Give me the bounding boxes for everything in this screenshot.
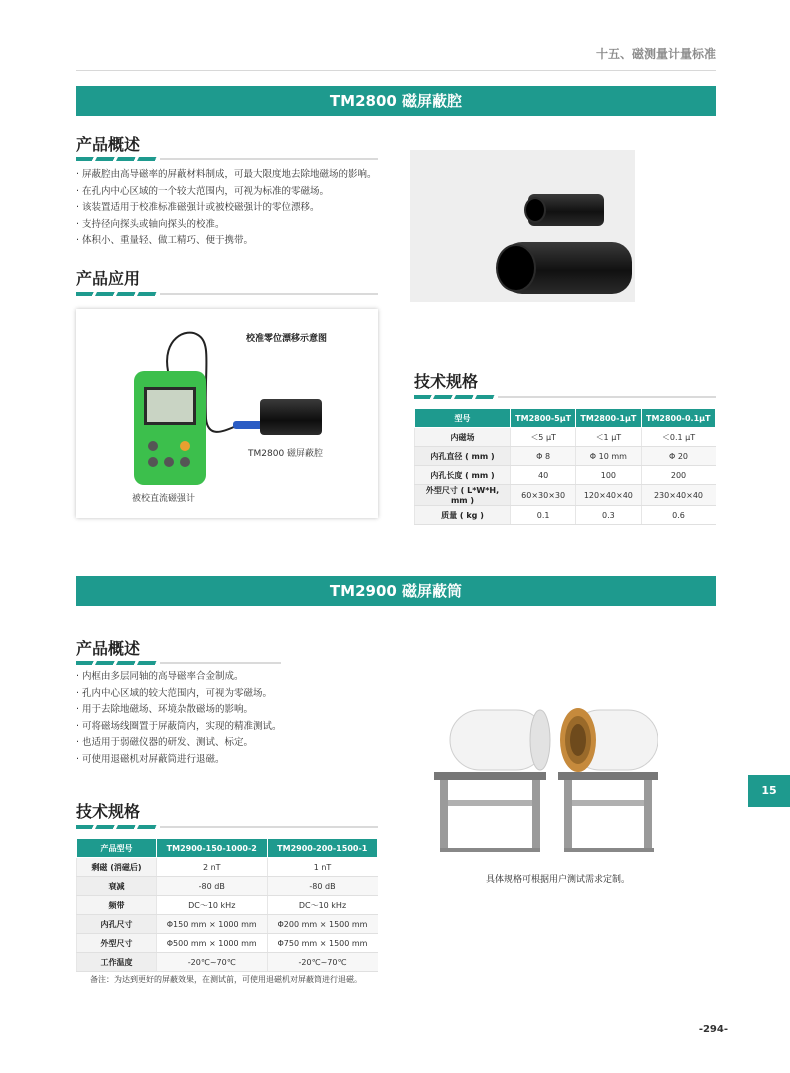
table-cell: Φ750 mm × 1500 mm xyxy=(267,934,378,953)
table-header: TM2800-0.1μT xyxy=(641,409,716,428)
overview-item: · 孔内中心区域的较大范围内，可视为零磁场。 xyxy=(76,687,273,699)
overview-item: · 该装置适用于校准标准磁强计或被校磁强计的零位漂移。 xyxy=(76,202,320,213)
table-cell: Φ500 mm × 1000 mm xyxy=(157,934,268,953)
image-caption: 具体规格可根据用户测试需求定制。 xyxy=(486,875,631,885)
table-cell: 0.3 xyxy=(576,506,641,525)
overview-item: · 用于去除地磁场、环境杂散磁场的影响。 xyxy=(76,704,254,715)
table-header: 型号 xyxy=(415,409,511,428)
diagram-title: 校准零位漂移示意图 xyxy=(246,334,328,344)
table-header: TM2900-200-1500-1 xyxy=(267,839,378,858)
overview-item: · 体积小、重量轻、做工精巧、便于携带。 xyxy=(76,235,254,246)
section-rule xyxy=(414,394,716,400)
zero-drift-diagram xyxy=(76,309,378,518)
section-rule xyxy=(76,156,378,162)
cable-icon xyxy=(76,309,378,518)
overview-item: · 可使用退磁机对屏蔽筒进行退磁。 xyxy=(76,753,225,765)
table-row xyxy=(415,485,716,506)
table-cell: 工作温度 xyxy=(77,953,157,972)
page-number: -294- xyxy=(698,1024,728,1035)
table-cell: -80 dB xyxy=(157,877,268,896)
table-cell: 0.6 xyxy=(641,506,716,525)
table-cell: 内孔尺寸 xyxy=(77,915,157,934)
table-cell: 内磁场 xyxy=(415,428,511,447)
table-cell: -20℃~70℃ xyxy=(267,953,378,972)
diagram-label-chamber: TM2800 磁屏蔽腔 xyxy=(248,449,324,459)
overview-list-tm2900 xyxy=(76,669,396,768)
table-cell: ＜0.1 μT xyxy=(641,428,716,447)
table-cell: Φ150 mm × 1000 mm xyxy=(157,915,268,934)
table-cell: 频带 xyxy=(77,896,157,915)
table-cell: 2 nT xyxy=(157,858,268,877)
table-header: TM2800-1μT xyxy=(576,409,641,428)
product-banner-tm2800: TM2800 磁屏蔽腔 xyxy=(76,86,716,116)
table-row xyxy=(77,858,378,877)
table-cell: 内孔长度 ( mm ) xyxy=(415,466,511,485)
table-cell: ＜1 μT xyxy=(576,428,641,447)
magnetometer-icon xyxy=(134,371,206,485)
overview-item: · 也适用于弱磁仪器的研发、测试、标定。 xyxy=(76,737,254,748)
table-cell: 0.1 xyxy=(511,506,576,525)
shield-cylinder-photo xyxy=(428,700,658,865)
application-title: 产品应用 xyxy=(76,269,141,288)
table-cell: 1 nT xyxy=(267,858,378,877)
diagram-label-meter: 被校直流磁强计 xyxy=(132,494,196,504)
table-cell: Φ 20 xyxy=(641,447,716,466)
table-cell: DC～10 kHz xyxy=(267,896,378,915)
spec-title-tm2800: 技术规格 xyxy=(414,372,479,391)
table-cell: 外型尺寸 ( L*W*H, mm ) xyxy=(415,485,511,506)
table-cell: 40 xyxy=(511,466,576,485)
section-rule xyxy=(76,660,281,666)
overview-item: · 可将磁场线圈置于屏蔽筒内，实现的精准测试。 xyxy=(76,720,282,732)
table-cell: 剩磁 (消磁后) xyxy=(77,858,157,877)
table-row xyxy=(415,466,716,485)
table-row xyxy=(415,447,716,466)
table-row xyxy=(77,953,378,972)
chapter-title: 十五、磁测量计量标准 xyxy=(595,47,716,61)
table-row xyxy=(77,877,378,896)
spec-note: 备注：为达到更好的屏蔽效果，在测试前，可使用退磁机对屏蔽筒进行退磁。 xyxy=(90,975,362,984)
spec-table-tm2800 xyxy=(414,408,716,525)
table-header: TM2900-150-1000-2 xyxy=(157,839,268,858)
table-cell: Φ200 mm × 1500 mm xyxy=(267,915,378,934)
table-row xyxy=(77,915,378,934)
table-cell: Φ 8 xyxy=(511,447,576,466)
table-cell: ＜5 μT xyxy=(511,428,576,447)
table-cell: DC～10 kHz xyxy=(157,896,268,915)
spec-table-tm2900 xyxy=(76,838,378,972)
table-row xyxy=(77,934,378,953)
table-cell: 100 xyxy=(576,466,641,485)
table-cell: -80 dB xyxy=(267,877,378,896)
section-rule xyxy=(76,824,378,830)
table-cell: 内孔直径 ( mm ) xyxy=(415,447,511,466)
table-cell: 200 xyxy=(641,466,716,485)
table-header: 产品型号 xyxy=(77,839,157,858)
shield-chamber-icon xyxy=(260,399,322,435)
overview-list-tm2800 xyxy=(76,167,406,250)
header-divider xyxy=(76,70,716,71)
spec-title-tm2900: 技术规格 xyxy=(76,802,141,821)
table-row xyxy=(415,428,716,447)
table-cell: 120×40×40 xyxy=(576,485,641,506)
section-rule xyxy=(76,291,378,297)
overview-item: · 内框由多层同轴的高导磁率合金制成。 xyxy=(76,671,244,682)
overview-title-tm2900: 产品概述 xyxy=(76,639,141,658)
overview-item: · 屏蔽腔由高导磁率的屏蔽材料制成，可最大限度地去除地磁场的影响。 xyxy=(76,169,377,180)
table-cell: 衰减 xyxy=(77,877,157,896)
table-cell: 60×30×30 xyxy=(511,485,576,506)
table-cell: 230×40×40 xyxy=(641,485,716,506)
table-cell: 外型尺寸 xyxy=(77,934,157,953)
table-header: TM2800-5μT xyxy=(511,409,576,428)
table-cell: 质量 ( kg ) xyxy=(415,506,511,525)
table-cell: Φ 10 mm xyxy=(576,447,641,466)
overview-item: · 支持径向探头或轴向探头的校准。 xyxy=(76,218,225,230)
chapter-tab: 15 xyxy=(748,775,790,807)
probe-icon xyxy=(233,421,263,429)
overview-title-tm2800: 产品概述 xyxy=(76,135,141,154)
product-photo-tm2800 xyxy=(410,150,635,302)
table-row xyxy=(415,506,716,525)
table-cell: -20℃~70℃ xyxy=(157,953,268,972)
table-row xyxy=(77,896,378,915)
overview-item: · 在孔内中心区域的一个较大范围内，可视为标准的零磁场。 xyxy=(76,185,330,197)
product-banner-tm2900: TM2900 磁屏蔽筒 xyxy=(76,576,716,606)
